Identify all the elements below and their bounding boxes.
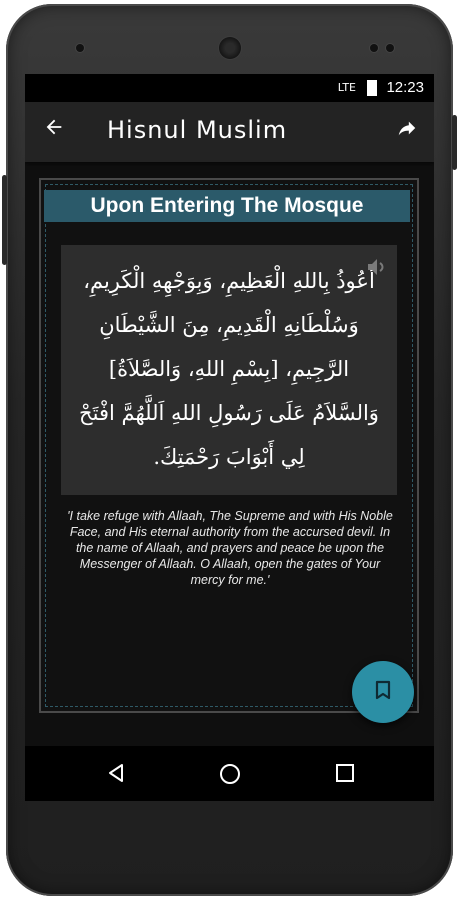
nav-recent-icon[interactable] — [334, 762, 356, 788]
speaker-icon[interactable] — [365, 251, 389, 295]
dua-heading: Upon Entering The Mosque — [44, 190, 410, 222]
bookmark-icon — [374, 680, 392, 704]
status-bar — [25, 74, 434, 102]
volume-button — [2, 175, 7, 265]
page-title: Hisnul Muslim — [107, 116, 288, 144]
earpiece-speaker — [219, 37, 241, 59]
power-button — [452, 115, 457, 170]
arrow-back-icon[interactable] — [43, 116, 65, 144]
battery-icon — [367, 80, 377, 96]
screen — [25, 74, 434, 801]
bookmark-button[interactable] — [352, 661, 414, 723]
nav-back-icon[interactable] — [105, 762, 127, 788]
translation-text: 'I take refuge with Allaah, The Supreme and with His Noble Face, and His eternal authority from the accursed devil. In the name of Allaah, and prayers and peace be upon the Messenger of Allaah. O Allaah, open the gates of Your mercy for me.' — [67, 509, 393, 587]
proximity-sensor — [370, 44, 378, 52]
front-sensor — [76, 44, 84, 52]
nav-home-icon[interactable] — [218, 762, 242, 790]
arabic-text: أَعُوذُ بِاللهِ الْعَظِيمِ، وَبِوَجْهِهِ الْكَرِيمِ، وَسُلْطَانِهِ الْقَدِيمِ، مِنَ الشَّيْطَانِ الرَّجِيمِ، [بِسْمِ اللهِ، وَالصَّلاَةُ] وَالسَّلاَمُ عَلَى رَسُولِ اللهِ اَللَّهُمَّ افْتَحْ لِي أَبْوَابَ رَحْمَتِكَ. — [79, 269, 379, 469]
status-time: 12:23 — [386, 79, 424, 96]
light-sensor — [386, 44, 394, 52]
nav-bar — [25, 746, 434, 801]
app-bar — [25, 102, 434, 162]
arabic-text-box — [61, 245, 397, 495]
share-icon[interactable] — [396, 117, 418, 145]
signal-icon: LTE — [337, 81, 356, 94]
